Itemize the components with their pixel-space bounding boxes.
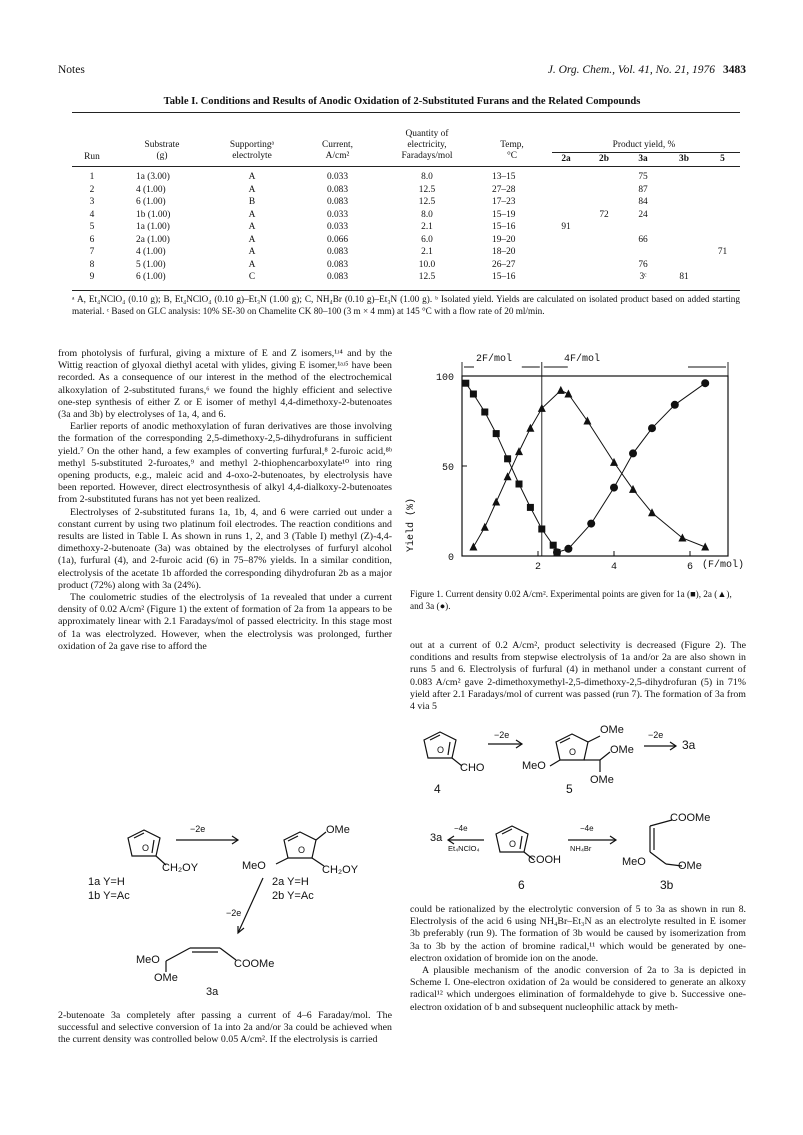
table-cell-electrolyte: A [248,184,256,195]
substituent-meo: MeO [136,954,160,966]
table-cell-run: 2 [89,184,95,195]
bond [316,832,326,840]
table-cell-electrolyte: A [248,172,256,182]
left-column-top [58,348,392,653]
col-header-3b: 3b [679,154,689,164]
substituent-coome: COOMe [234,958,275,970]
table-cell-quantity: 2.1 [421,247,433,257]
point-1a [481,409,488,416]
table-cell-electrolyte: A [248,222,256,232]
point-1a [527,504,534,511]
table-cell-substrate: 4 (1.00) [136,247,166,257]
point-2a [557,386,565,394]
compound-label-1a: 1a Y=H [88,876,125,888]
reaction-scheme-2 [410,716,746,900]
product-3a: 3a [682,738,696,752]
compound-label-3a: 3a [206,986,219,998]
paragraph: out at a current of 0.2 A/cm², product selectivity is decreased (Figure 2). The conditions and results from stepwise electrolysis of 1a and/or 2a are also shown in runs 5 and 6. Electrolysis of furfural (4) in methanol under a constant current of 0.083 A/cm² gave 2-dimethoxymethyl-2,5-dimethoxy-2,5-dihydrofuran (5) in 71% yield after 2.1 Faradays/mol of current was passed (run 7). The formation of 3a from 4 via 5 [410,640,746,713]
point-3a [564,545,572,553]
table-cell-substrate: 5 (1.00) [136,259,166,270]
double-bond [520,836,522,849]
bond [600,752,610,760]
table-cell-substrate: 1a (3.00) [136,172,170,182]
table-cell-current: 0.083 [326,247,349,257]
table-cell-current: 0.083 [326,272,349,282]
table-cell-y3a: 66 [638,234,648,245]
table-cell-quantity: 6.0 [421,234,433,245]
table-cell-electrolyte: B [248,197,256,207]
table-cell-y3a: 75 [638,172,648,182]
journal-citation [548,64,746,76]
col-header-yield-group: Product yield, % [612,140,676,150]
x-axis-unit-label: (F/mol) [702,560,745,571]
reagent-nh4br: NH₄Br [570,844,592,853]
table-cell-temp: 19–20 [492,234,516,245]
table-cell-electrolyte: A [248,209,256,220]
y-tick-label: 100 [435,373,454,384]
table-cell-electrolyte: A [248,247,256,257]
product-3a-left: 3a [430,832,443,844]
table-cell-run: 8 [89,259,95,270]
compound-label-3b: 3b [660,878,674,892]
substituent-ome: OMe [678,860,702,872]
table-cell-temp: 15–16 [492,272,516,282]
arrow-1-label: −2e [190,824,206,834]
substituent-ome: OMe [326,824,350,836]
substituent-coome: COOMe [670,812,711,824]
table-cell-y3a: 24 [638,209,648,220]
table-cell-current: 0.083 [326,259,349,270]
table-cell-substrate: 4 (1.00) [136,184,166,195]
y-tick-label: 0 [447,553,454,564]
table-cell-temp: 13–15 [492,172,516,182]
point-3a [671,401,679,409]
figure-1 [406,352,746,588]
paragraph: Electrolyses of 2-substituted furans 1a, 1b, 4, and 6 were carried out under a constant current by using two platinum foil electrodes. The reaction conditions and results are listed in Table I. As shown in runs 1, 2, and 3 (Table I) methyl (Z)-4,4-dimethoxy-2-butenoate (3a) was obtained by the electrolyses of furfuryl alcohol (1a), furfural (4), and 2-furoic acid (6) in 75–87% yields. In a similar condition, electrolysis of the acetate 1b afforded the corresponding dihydrofuran 2b as a major product (72%) along with 3a (24%). [58,506,392,591]
table-cell-current: 0.083 [326,184,349,195]
point-2a [701,543,709,551]
point-2a [481,523,489,531]
table-cell-quantity: 12.5 [418,272,436,282]
col-header-3a: 3a [638,154,648,164]
table-cell-y3a: 84 [638,197,648,207]
table-bottom-rule [72,290,740,291]
substituent-ch2oy: CH₂OY [322,864,359,876]
table-cell-current: 0.066 [326,234,349,245]
journal-name: J. Org. Chem., Vol. 41, No. 21, 1976 [547,64,715,76]
table-cell-y3b: 81 [679,272,689,282]
paragraph: A plausible mechanism of the anodic conversion of 2a to 3a is depicted in Scheme I. One-electron oxidation of 2a would be considered to generate an alkoxy radical¹² which undergoes elimination of formaldehyde to give b. Successive one-electron oxidation of b and subsequent nucleophilic attack by meth- [410,965,746,1013]
substituent-cooh: COOH [528,854,561,866]
point-2a [526,424,534,432]
table-cell-run: 7 [89,247,95,257]
running-header [58,64,746,80]
compound-label-4: 4 [434,782,441,796]
table-cell-quantity: 8.0 [421,172,433,182]
table-cell-temp: 26–27 [492,259,516,270]
compound-label-2b: 2b Y=Ac [272,890,314,902]
col-header-temp [477,140,547,162]
bond [276,858,288,864]
substituent-cho: CHO [460,762,485,774]
point-3a [610,484,618,492]
ring-oxygen: O [298,845,306,855]
table-cell-y2a: 91 [561,222,571,232]
bond [650,852,666,864]
table-cell-temp: 18–20 [492,247,516,257]
table-cell-quantity: 2.1 [421,222,433,232]
point-1a [504,455,511,462]
point-1a [462,380,469,387]
point-3a [553,548,561,556]
table-cell-substrate: 1b (1.00) [136,209,171,220]
col-header-current [300,140,375,162]
header-line: electrolyte [232,151,272,161]
point-1a [493,430,500,437]
ring-oxygen: O [437,745,445,755]
substituent-ch2oy: CH₂OY [162,862,199,874]
table-cell-y3a: 3ᶜ [639,272,647,282]
page-number: 3483 [723,64,746,76]
point-2a [564,390,572,398]
paragraph: 2-butenoate 3a completely after passing a current of 4–6 Faraday/mol. The successful and selective conversion of 1a into 2a and/or 3a could be achieved when the current density was controlled below 0.05 A/cm². If the electrolysis is carried [58,1010,392,1046]
substituent-ome: OMe [600,724,624,736]
table-cell-substrate: 6 (1.00) [136,272,166,282]
right-column-bottom [410,904,746,1014]
header-line: Current, [322,140,353,150]
table-cell-current: 0.033 [326,222,349,232]
header-line: Temp, [500,140,524,150]
col-header-quantity [377,129,477,162]
point-2a [515,447,523,455]
point-1a [470,391,477,398]
compound-label-1b: 1b Y=Ac [88,890,130,902]
compound-label-6: 6 [518,878,525,892]
table-cell-y3a: 87 [638,184,648,195]
top-right-interval-label: 4F/mol [564,354,601,365]
header-line: A/cm² [325,151,350,161]
table-cell-electrolyte: A [248,234,256,245]
arrow-label: −4e [580,824,594,833]
table-cell-quantity: 12.5 [418,197,436,207]
substituent-meo: MeO [522,760,546,772]
header-line: Quantity of [405,129,449,139]
table-cell-y2b: 72 [599,209,609,220]
point-2a [469,543,477,551]
paragraph: Earlier reports of anodic methoxylation of furan derivatives are those involving the formation of the corresponding 2,5-dimethoxy-2,5-dihydrofurans in sufficient yield.⁷ On the other hand, a few examples of converting furfural,⁸ 2-furoic acid,⁸ᵇ methyl 5-substituted 2-furoates,⁹ and methyl 2-thiophencarboxylate¹⁰ into ring opening products, e.g., maleic acid and 4-oxo-2-butenoates, by electrolysis have been reported. However, direct electrosynthesis of alkyl 4,4-dialkoxy-2-butenoates from 2-substituted furans has not yet been realized. [58,421,392,506]
reaction-arrow-2 [238,878,263,933]
table-cell-current: 0.033 [326,209,349,220]
table-cell-temp: 15–16 [492,222,516,232]
header-line: (g) [156,151,168,161]
point-3a [587,520,595,528]
left-column-bottom [58,1010,392,1047]
table-cell-run: 5 [89,222,95,232]
table-cell-run: 1 [89,172,95,182]
bond [550,760,560,766]
table-cell-run: 6 [89,234,95,245]
table-cell-current: 0.083 [326,197,349,207]
table-cell-temp: 17–23 [492,197,516,207]
scheme-1-structures [58,818,392,998]
table-cell-quantity: 10.0 [418,259,436,270]
arrow-2-label: −2e [226,908,242,918]
table-caption: Table I. Conditions and Results of Anodic Oxidation of 2-Substituted Furans and the Related Compounds [163,96,641,107]
header-line: Faradays/mol [401,151,453,161]
bond [650,820,672,826]
table-cell-run: 9 [89,272,95,282]
header-line: °C [506,151,517,161]
table-cell-temp: 27–28 [492,184,516,195]
table-top-rule [72,112,740,113]
table-footnote: ᵃ A, Et₄NClO₄ (0.10 g); B, Et₄NClO₄ (0.10 g)–Et₃N (1.00 g); C, NH₄Br (0.10 g)–Et₃N (1.00 g). ᵇ Isolated yield. Yields are calculated on isolated product based on added starting material. ᶜ Based on GLC analysis: 10% SE-30 on Chamelite CK 80–100 (3 m × 4 mm) at 145 °C with a flow rate of 20 ml/min. [72,294,740,317]
double-bond [448,742,450,755]
x-tick-label: 4 [610,562,618,573]
point-3a [648,424,656,432]
point-1a [516,481,523,488]
col-header-run: Run [84,152,100,162]
reaction-scheme-1 [58,818,392,998]
paragraph: could be rationalized by the electrolytic conversion of 5 to 3a as shown in run 8. Electrolysis of the acid 6 using NH₄Br–Et₃N as an electrolyte resulted in E isomer 3b preferably (run 9). The formation of 3b would be caused by isomerization from 3a to 3b by the action of bromine radical,¹¹ which would be generated by one-electron oxidation of bromide ion on the anode. [410,904,746,964]
table-cell-quantity: 12.5 [418,184,436,195]
point-3a [701,379,709,387]
point-2a [610,458,618,466]
table-cell-substrate: 6 (1.00) [136,197,166,207]
paragraph: from photolysis of furfural, giving a mixture of E and Z isomers,¹ʴ⁴ and by the Wittig reaction of glyoxal diethyl acetal with ylides, giving E isomer,¹ᵃʴ⁵ have been recorded. As a consequence of our interest in the method of the electrochemical alkoxylation of 2-substituted furans,⁶ we found the highly efficient and selective one-step synthesis of either Z or E isomer of methyl 4,4-dimethoxy-2-butenoates (3a and 3b) by electrolyses of 1a, 4, and 6. [58,348,392,421]
ring-oxygen: O [569,747,577,757]
reagent-et4nclo4: Et₄NClO₄ [448,844,480,853]
col-header-2a: 2a [561,154,571,164]
ring-oxygen: O [142,843,150,853]
table-cell-y3a: 76 [638,259,648,270]
top-left-interval-label: 2F/mol [476,354,513,365]
y-axis-label: Yield (%) [406,497,417,552]
yield-chart [410,352,746,588]
section-label: Notes [58,64,85,76]
arrow-label: −2e [648,730,664,740]
col-header-5: 5 [720,154,725,164]
table-cell-quantity: 8.0 [421,209,433,220]
point-2a [492,498,500,506]
y-tick-label: 50 [441,463,454,474]
paragraph: The coulometric studies of the electrolysis of 1a revealed that under a current density of 0.02 A/cm² (Figure 1) the extent of formation of 2a from 1a appears to be approximately linear with 2.1 Faradays/mol of passed electricity. In this stage most of 1a was electrolyzed. However, when the electrolysis was prolonged, further oxidation of 2a gave rise to afford the [58,592,392,652]
col-header-substrate [112,140,212,162]
point-2a [504,472,512,480]
bond [166,948,190,961]
header-line: Supportingᵃ [229,140,275,150]
right-column-top [410,640,746,713]
table-cell-temp: 15–19 [492,209,516,220]
table-cell-run: 4 [89,209,95,220]
point-1a [538,526,545,533]
table-cell-current: 0.033 [326,172,349,182]
substituent-meo: MeO [622,856,646,868]
bond [588,736,600,742]
col-header-electrolyte [207,140,297,162]
x-tick-label: 6 [686,562,694,573]
table-cell-substrate: 2a (1.00) [136,234,170,245]
header-line: electricity, [407,140,447,150]
table-header-rule [72,166,740,167]
yield-group-rule [552,152,740,153]
table-cell-electrolyte: A [248,259,256,270]
x-tick-label: 2 [534,562,542,573]
figure-1-caption: Figure 1. Current density 0.02 A/cm². Experimental points are given for 1a (■), 2a (▲), and 3a (●). [410,589,732,611]
point-1a [550,542,557,549]
substituent-ome: OMe [590,774,614,786]
substituent-ome: OMe [154,972,178,984]
substituent-ome: OMe [610,744,634,756]
arrow-label: −4e [454,824,468,833]
table-cell-y5: 71 [717,247,728,257]
compound-label-2a: 2a Y=H [272,876,309,888]
table-cell-electrolyte: C [248,272,256,282]
arrow-label: −2e [494,730,510,740]
ring-oxygen: O [509,839,517,849]
double-bond [152,840,154,853]
scheme-2-structures [410,716,746,900]
point-3a [629,449,637,457]
table-cell-substrate: 1a (1.00) [136,222,170,232]
plot-frame [462,376,728,556]
point-2a [678,534,686,542]
col-header-2b: 2b [599,154,609,164]
table-cell-run: 3 [89,197,95,207]
compound-label-5: 5 [566,782,573,796]
substituent-meo: MeO [242,860,266,872]
header-line: Substrate [144,140,180,150]
